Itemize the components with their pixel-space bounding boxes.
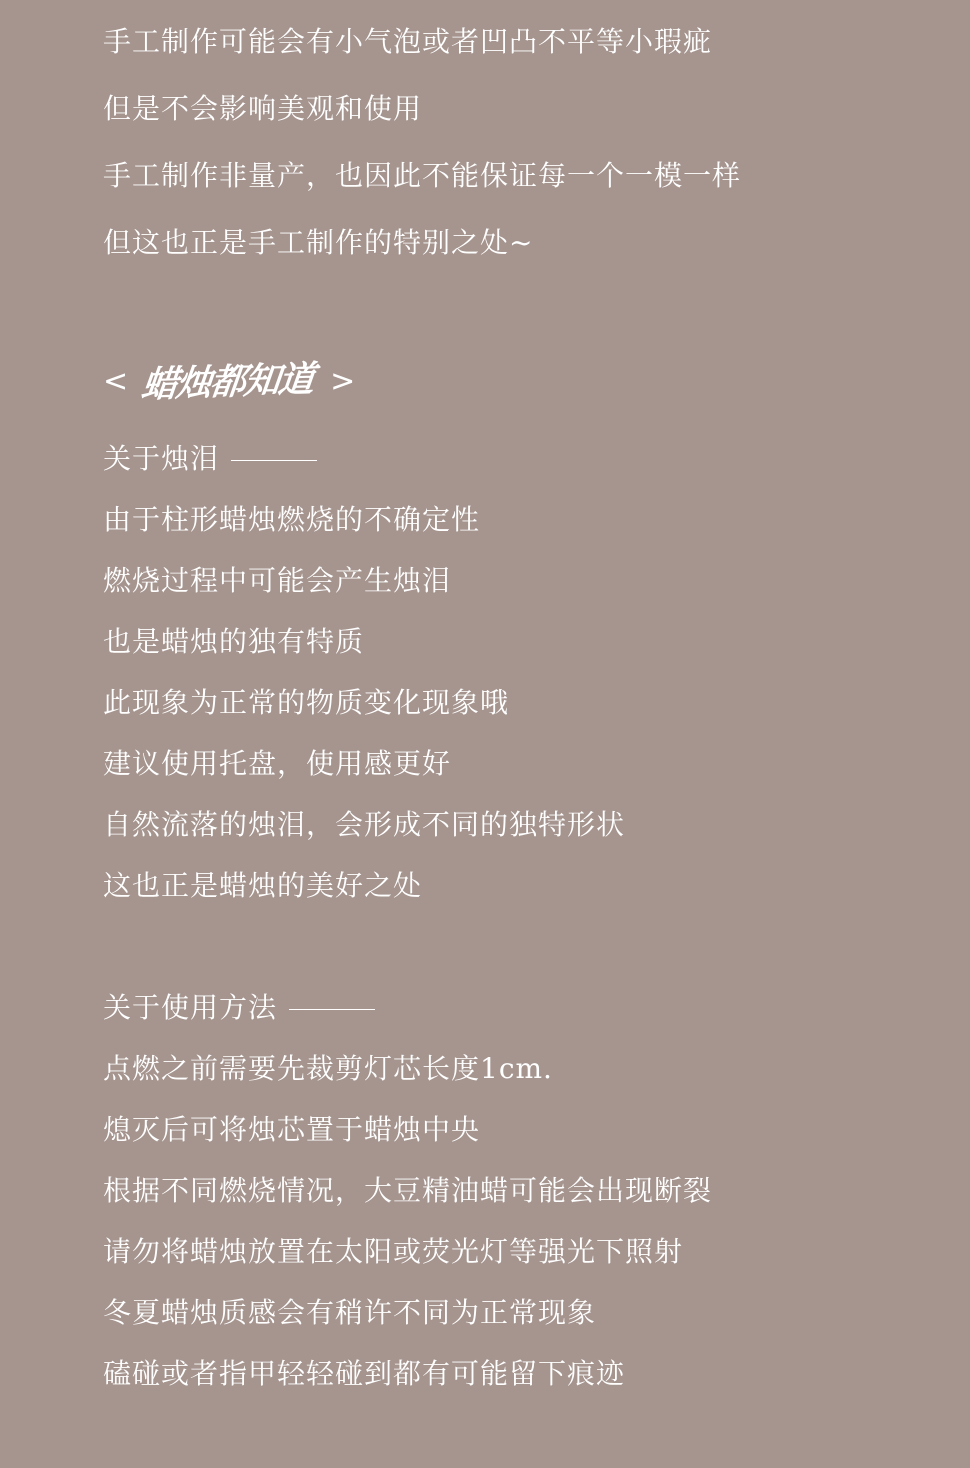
section-title-tears: [103, 442, 317, 476]
tears-line: 建议使用托盘，使用感更好: [103, 747, 452, 780]
intro-line: 手工制作非量产，也因此不能保证每一个一模一样: [103, 159, 742, 192]
usage-line: 冬夏蜡烛质感会有稍许不同为正常现象: [103, 1296, 597, 1329]
tears-line: 也是蜡烛的独有特质: [103, 625, 365, 658]
intro-line: 手工制作可能会有小气泡或者凹凸不平等小瑕疵: [103, 25, 713, 58]
section-title-text: 关于烛泪: [103, 442, 220, 475]
usage-line: 根据不同燃烧情况，大豆精油蜡可能会出现断裂: [103, 1174, 713, 1207]
heading-title: 蜡烛都知道: [139, 358, 315, 406]
section-heading: [103, 358, 355, 406]
section-title-text: 关于使用方法: [103, 991, 278, 1024]
tears-line: 自然流落的烛泪，会形成不同的独特形状: [103, 808, 626, 841]
intro-line: 但是不会影响美观和使用: [103, 92, 423, 125]
title-dash: [289, 1009, 375, 1010]
left-bracket: <: [103, 364, 129, 399]
usage-line: 请勿将蜡烛放置在太阳或荧光灯等强光下照射: [103, 1235, 684, 1268]
tears-line: 此现象为正常的物质变化现象哦: [103, 686, 510, 719]
tears-line: 燃烧过程中可能会产生烛泪: [103, 564, 452, 597]
title-dash: [231, 460, 317, 461]
intro-line: 但这也正是手工制作的特别之处~: [103, 226, 534, 259]
right-bracket: >: [330, 364, 356, 399]
section-title-usage: [103, 991, 375, 1025]
tears-line: 这也正是蜡烛的美好之处: [103, 869, 423, 902]
usage-line: 点燃之前需要先裁剪灯芯长度1cm.: [103, 1052, 553, 1085]
tears-line: 由于柱形蜡烛燃烧的不确定性: [103, 503, 481, 536]
usage-line: 磕碰或者指甲轻轻碰到都有可能留下痕迹: [103, 1357, 626, 1390]
usage-line: 熄灭后可将烛芯置于蜡烛中央: [103, 1113, 481, 1146]
